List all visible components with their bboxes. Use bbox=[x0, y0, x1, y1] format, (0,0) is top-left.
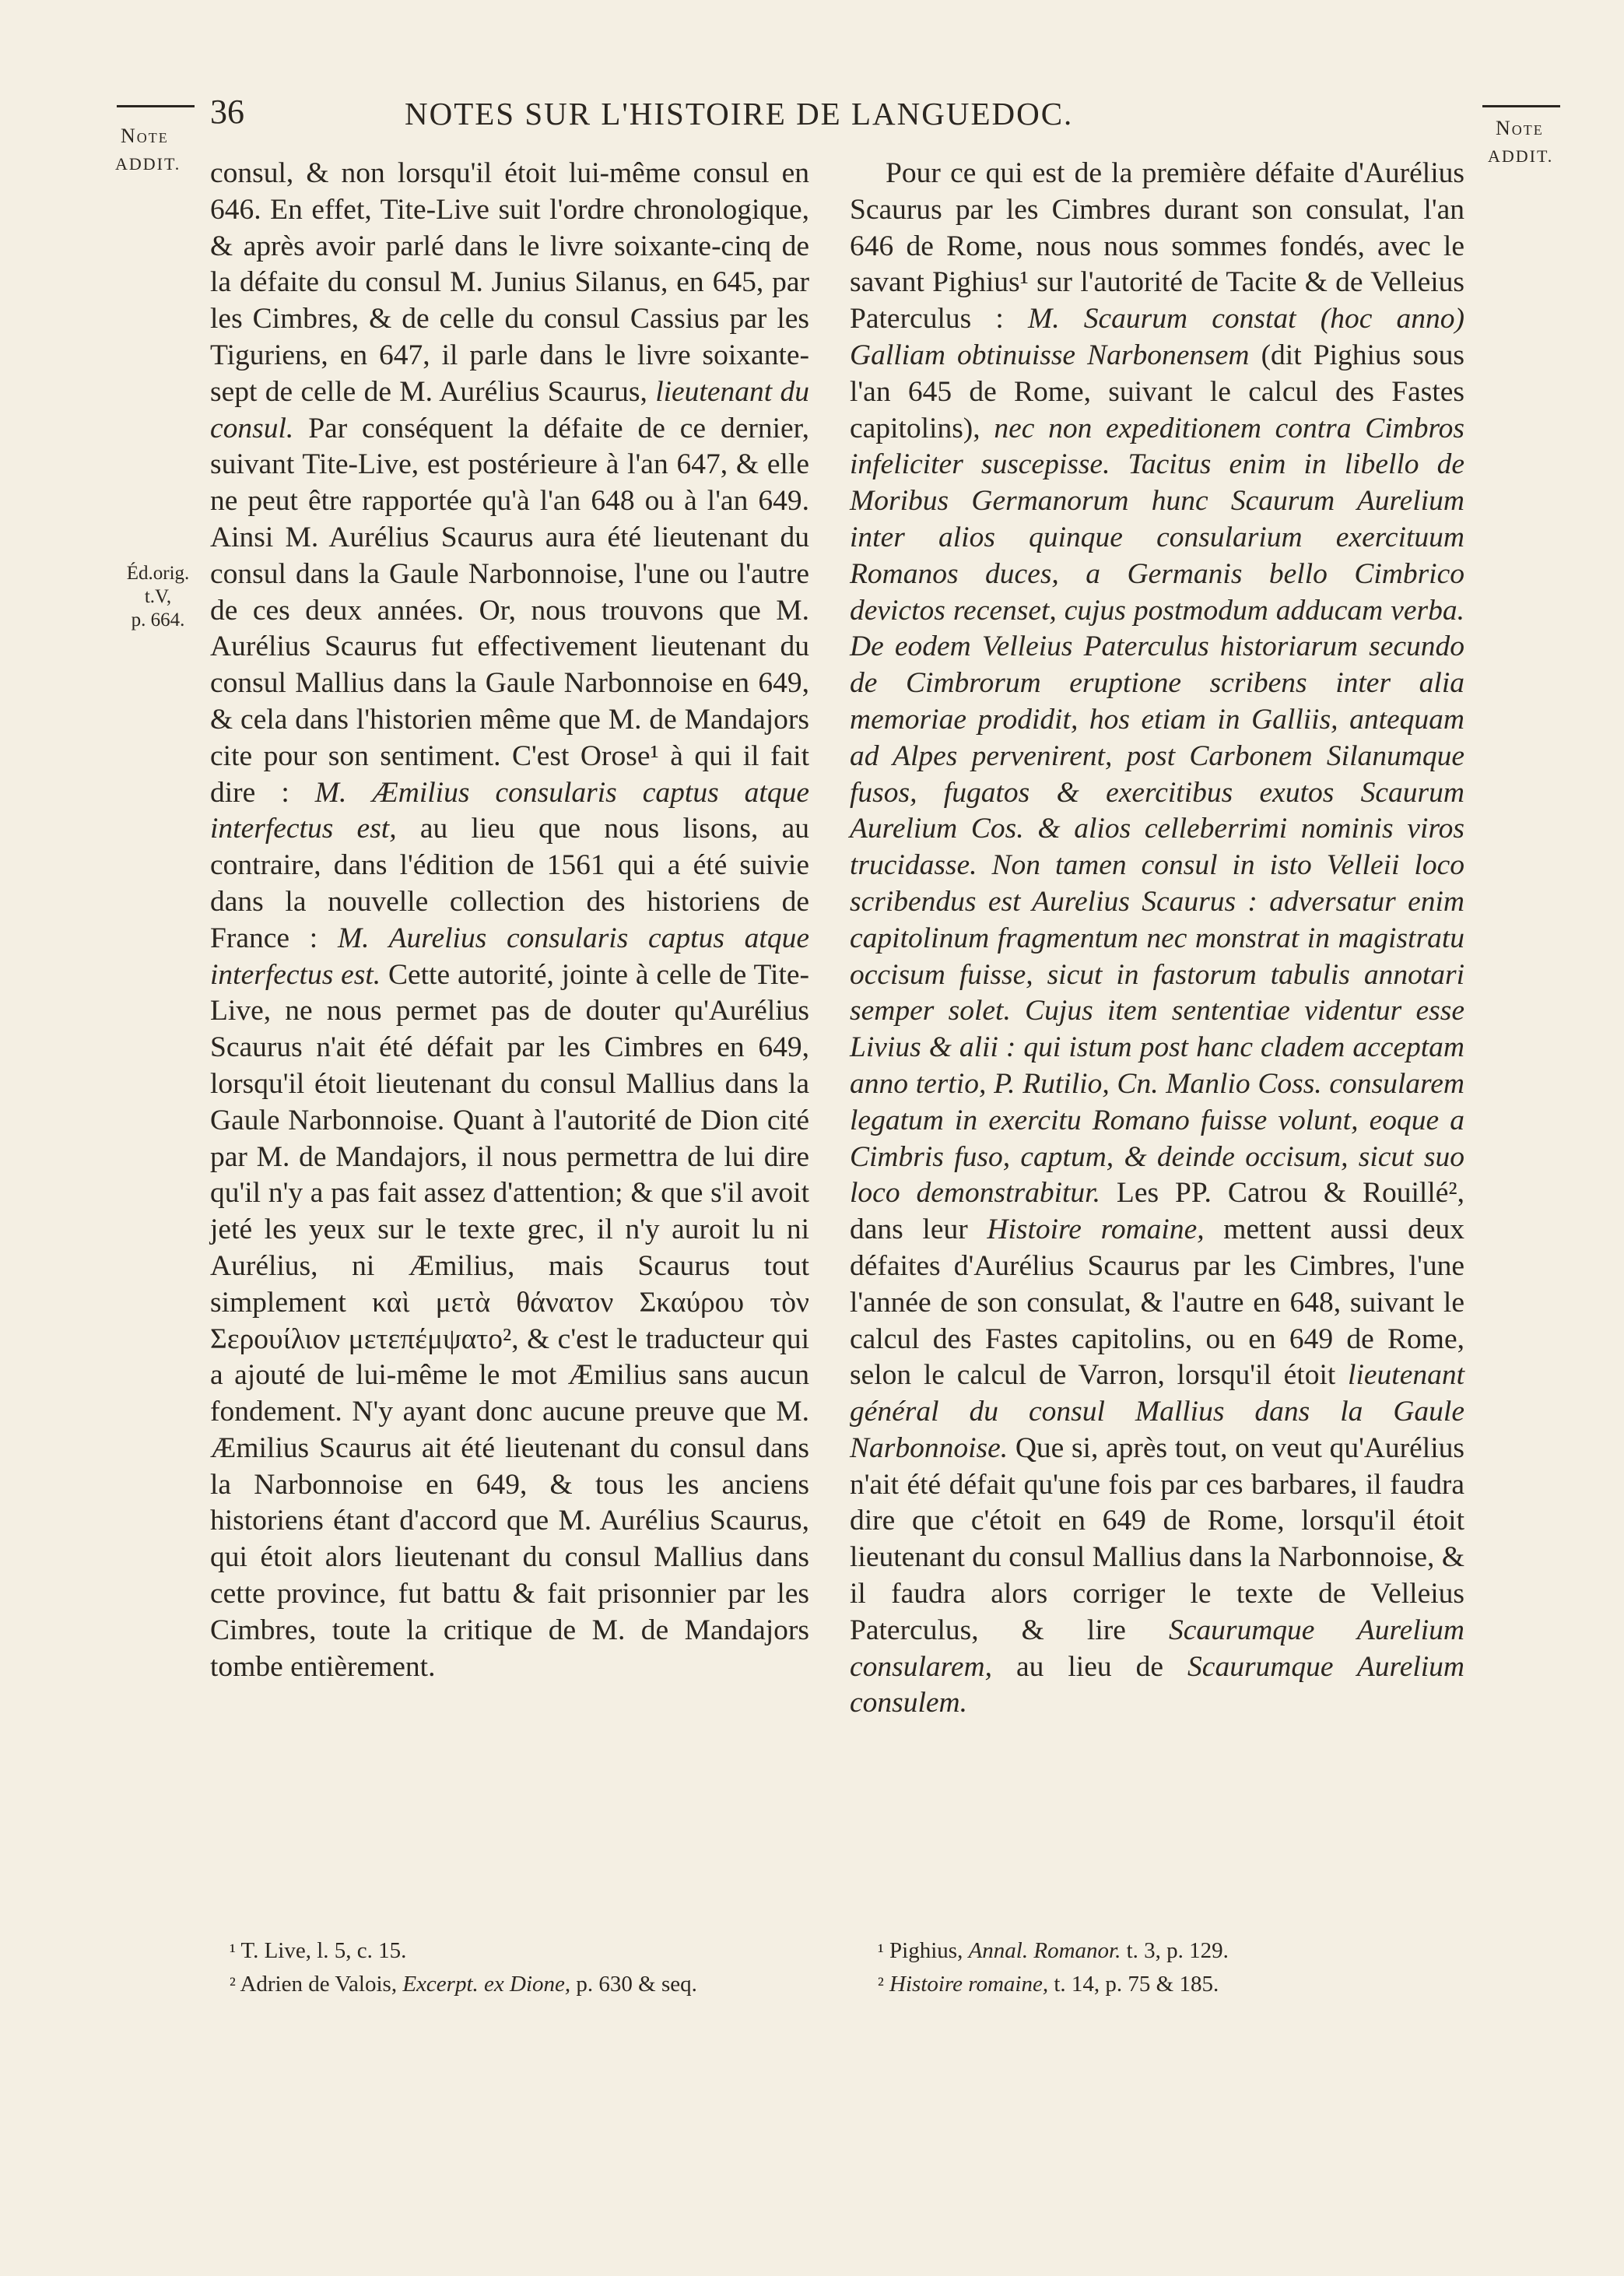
right-text-column bbox=[850, 156, 1464, 1722]
original-edition-reference bbox=[115, 562, 201, 632]
left-margin-rule bbox=[117, 105, 195, 107]
margin-label-addit-right: ADDIT. bbox=[1488, 146, 1554, 166]
footnote-left-2: ² Adrien de Valois, Excerpt. ex Dione, p. 630 & seq. bbox=[230, 1972, 697, 1997]
origin-line-3: p. 664. bbox=[131, 609, 185, 630]
origin-line-2: t.V, bbox=[144, 586, 172, 607]
footnote-right-2: ² Histoire romaine, t. 14, p. 75 & 185. bbox=[878, 1972, 1219, 1997]
greek-quotation: καὶ μετὰ θάνατον Σκαύρου τὸν Σερουίλιον μετεπέμψατο², bbox=[210, 1286, 810, 1355]
left-text-column bbox=[210, 156, 809, 1685]
margin-label-addit-left: ADDIT. bbox=[115, 154, 181, 174]
left-paragraph: consul, & non lorsqu'il étoit lui-même consul en 646. En effet, Tite-Live suit l'ordre chronologique, & après avoir parlé dans le livre soixante-cinq de la défaite du consul M. Junius Silanus, en 645, par les Cimbres, & de celle du consul Cassius par les Tiguriens, en 647, il parle dans le livre soixante-sept de celle de M. Aurélius Scaurus, lieutenant du consul. Par conséquent la défaite de ce dernier, suivant Tite-Live, est postérieure à l'an 647, & elle ne peut être rapportée qu'à l'an 648 ou à l'an 649. Ainsi M. Aurélius Scaurus aura été lieutenant du consul dans la Gaule Narbonnoise, l'une ou l'autre de ces deux années. Or, nous trouvons que M. Aurélius Scaurus fut effectivement lieutenant du consul Mallius dans la Gaule Narbonnoise en 649, & cela dans l'historien même que M. de Mandajors cite pour son sentiment. C'est Orose¹ à qui il fait dire : M. Æmilius consularis captus atque interfectus est, au lieu que nous lisons, au contraire, dans l'édition de 1561 qui a été suivie dans la nouvelle collection des historiens de France : M. Aurelius consularis captus atque interfectus est. Cette autorité, jointe à celle de Tite-Live, ne nous permet pas de douter qu'Aurélius Scaurus n'ait été défait par les Cimbres en 649, lorsqu'il étoit lieutenant du consul Mallius dans la Gaule Narbonnoise. Quant à l'autorité de Dion cité par M. de Mandajors, il nous permettra de lui dire qu'il n'y a pas fait assez d'attention; & que s'il avoit jeté les yeux sur le texte grec, il n'y auroit lu ni Aurélius, ni Æmilius, mais Scaurus tout simplement καὶ μετὰ θάνατον Σκαύρου τὸν Σερουίλιον μετεπέμψατο², & c'est le traducteur qui a ajouté de lui-même le mot Æmilius sans aucun fondement. N'y ayant donc aucune preuve que M. Æmilius Scaurus ait été lieutenant du consul dans la Narbonnoise en 649, & tous les anciens historiens étant d'accord que M. Aurélius Scaurus, qui étoit alors lieutenant du consul Mallius dans cette province, fut battu & fait prisonnier par les Cimbres, toute la critique de M. de Mandajors tombe entièrement. bbox=[210, 157, 810, 1683]
margin-label-note-right: Note bbox=[1496, 117, 1544, 139]
footnote-left-1: ¹ T. Live, l. 5, c. 15. bbox=[230, 1938, 407, 1963]
origin-line-1: Éd.orig. bbox=[126, 563, 190, 584]
left-footnotes bbox=[230, 1934, 821, 2001]
margin-label-note-left: Note bbox=[121, 125, 169, 147]
right-footnotes bbox=[878, 1934, 1469, 2001]
running-title: NOTES SUR L'HISTOIRE DE LANGUEDOC. bbox=[405, 96, 1074, 132]
footnote-right-1: ¹ Pighius, Annal. Romanor. t. 3, p. 129. bbox=[878, 1938, 1229, 1963]
right-margin-rule bbox=[1482, 105, 1560, 107]
page-number: 36 bbox=[210, 93, 244, 131]
right-paragraph: Pour ce qui est de la première défaite d'Aurélius Scaurus par les Cimbres durant son consulat, l'an 646 de Rome, nous nous sommes fondés, avec le savant Pighius¹ sur l'autorité de Tacite & de Velleius Paterculus : M. Scaurum constat (hoc anno) Galliam obtinuisse Narbonensem (dit Pighius sous l'an 645 de Rome, suivant le calcul des Fastes capitolins), nec non expeditionem contra Cimbros infeliciter suscepisse. Tacitus enim in libello de Moribus Germanorum hunc Scaurum Aurelium inter alios quinque consularium exercituum Romanos duces, a Germanis bello Cimbrico devictos recenset, cujus postmodum adducam verba. De eodem Velleius Paterculus historiarum secundo de Cimbrorum eruptione scribens inter alia memoriae prodidit, hos etiam in Galliis, antequam ad Alpes pervenirent, post Carbonem Silanumque fusos, fugatos & exercitibus exutos Scaurum Aurelium Cos. & alios celleberrimi nominis viros trucidasse. Non tamen consul in isto Velleii loco scribendus est Aurelius Scaurus : adversatur enim capitolinum fragmentum nec monstrat in magistratu occisum fuisse, sicut in fastorum tabulis annotari semper solet. Cujus item sententiae videntur esse Livius & alii : qui istum post hanc cladem acceptam anno tertio, P. Rutilio, Cn. Manlio Coss. consularem legatum in exercitu Romano fuisse volunt, eoque a Cimbris fuso, captum, & deinde occisum, sicut suo loco demonstrabitur. Les PP. Catrou & Rouillé², dans leur Histoire romaine, mettent aussi deux défaites d'Aurélius Scaurus par les Cimbres, l'une l'année de son consulat, & l'autre en 648, suivant le calcul des Fastes capitolins, ou en 649 de Rome, selon le calcul de Varron, lorsqu'il étoit lieutenant général du consul Mallius dans la Gaule Narbonnoise. Que si, après tout, on veut qu'Aurélius n'ait été défait qu'une fois par ces barbares, il faudra dire que c'étoit en 649 de Rome, lorsqu'il étoit lieutenant du consul Mallius dans la Narbonnoise, & il faudra alors corriger le texte de Velleius Paterculus, & lire Scaurumque Aurelium consularem, au lieu de Scaurumque Aurelium consulem. bbox=[850, 157, 1465, 1719]
